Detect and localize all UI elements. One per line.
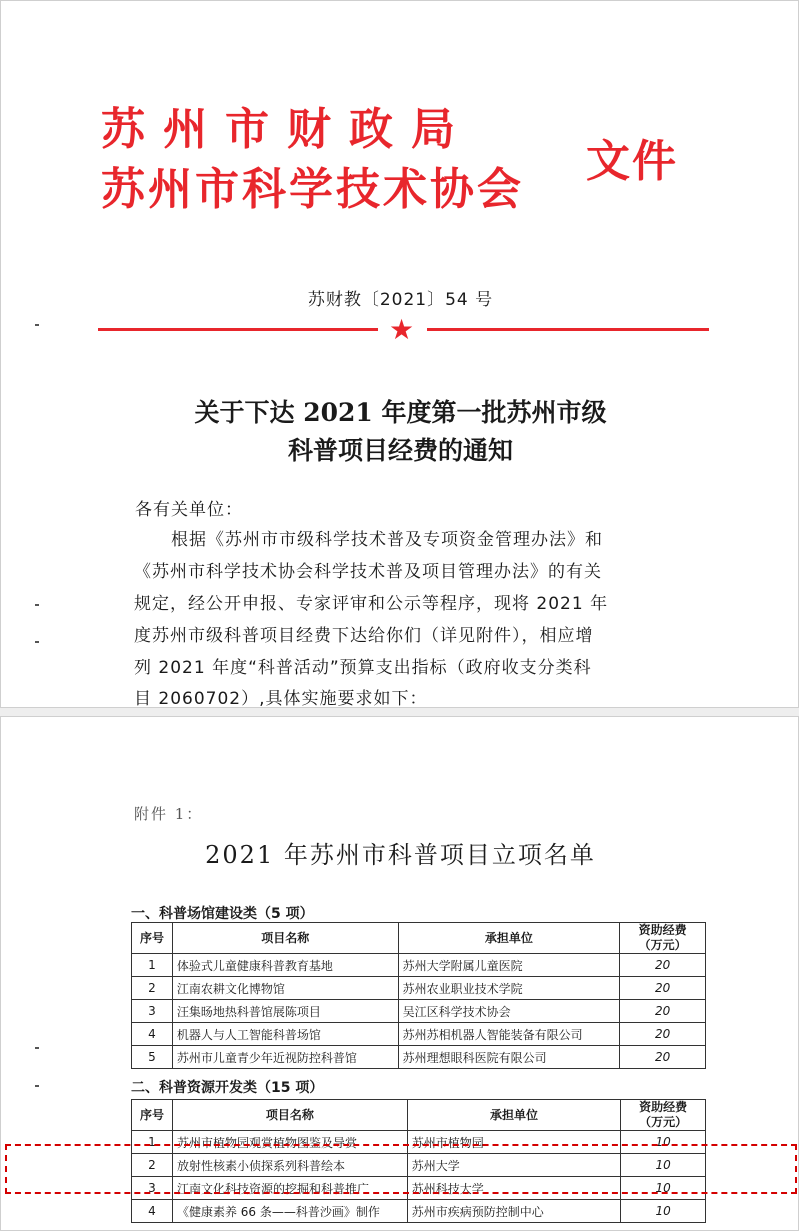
row-project-name: 汪集旸地热科普馆展陈项目 xyxy=(172,1000,398,1023)
notice-title-line2: 科普项目经费的通知 xyxy=(287,436,513,465)
issuer-science-association: 苏州市科学技术协会 xyxy=(101,164,524,215)
row-project-name: 江南农耕文化博物馆 xyxy=(172,977,398,1000)
row-index: 1 xyxy=(132,1131,173,1154)
body-line: 根据《苏州市市级科学技术普及专项资金管理办法》和 xyxy=(171,530,603,550)
attachment-page xyxy=(0,716,799,1231)
attachment-title: 2021 年苏州市科普项目立项名单 xyxy=(205,841,596,869)
document-number: 苏财教〔2021〕54 号 xyxy=(307,290,494,310)
section-title: 一、科普场馆建设类（5 项） xyxy=(131,906,314,922)
row-index: 4 xyxy=(132,1200,173,1223)
header-index: 序号 xyxy=(132,923,173,954)
table-row xyxy=(132,1023,706,1046)
body-line: 目 2060702）,具体实施要求如下： xyxy=(134,689,428,708)
row-project-name: 体验式儿童健康科普教育基地 xyxy=(172,954,398,977)
table-header-row xyxy=(132,923,706,954)
row-project-name: 机器人与人工智能科普场馆 xyxy=(172,1023,398,1046)
table-row xyxy=(132,954,706,977)
header-funding-line1: 资助经费 xyxy=(639,1100,688,1114)
body-line: 列 2021 年度“科普活动”预算支出指标（政府收支分类科 xyxy=(134,658,592,678)
row-funding: 20 xyxy=(620,1000,706,1023)
header-name: 项目名称 xyxy=(172,1100,407,1131)
header-org: 承担单位 xyxy=(407,1100,620,1131)
red-divider-right xyxy=(427,328,709,331)
header-funding xyxy=(620,923,706,954)
row-index: 5 xyxy=(132,1046,173,1069)
table-row xyxy=(132,977,706,1000)
body-line: 《苏州市科学技术协会科学技术普及项目管理办法》的有关 xyxy=(134,562,602,582)
row-organization: 苏州市植物园 xyxy=(407,1131,620,1154)
row-organization: 苏州市疾病预防控制中心 xyxy=(407,1200,620,1223)
binding-mark xyxy=(35,604,39,606)
row-funding: 20 xyxy=(620,977,706,1000)
binding-mark xyxy=(35,1047,39,1049)
binding-mark xyxy=(35,641,39,643)
row-organization: 苏州理想眼科医院有限公司 xyxy=(398,1046,620,1069)
table-header-row xyxy=(132,1100,706,1131)
row-funding: 10 xyxy=(621,1200,706,1223)
document-label: 文件 xyxy=(586,136,678,187)
row-funding: 20 xyxy=(620,954,706,977)
header-funding-line2: （万元） xyxy=(638,938,687,952)
row-organization: 苏州农业职业技术学院 xyxy=(398,977,620,1000)
header-funding xyxy=(621,1100,706,1131)
star-icon: ★ xyxy=(389,313,415,346)
table-row xyxy=(132,1046,706,1069)
header-funding-line1: 资助经费 xyxy=(638,923,687,937)
row-funding: 20 xyxy=(620,1023,706,1046)
table-row xyxy=(132,1200,706,1223)
row-funding: 20 xyxy=(620,1046,706,1069)
row-organization: 苏州科技大学 xyxy=(407,1177,620,1200)
section-title: 二、科普资源开发类（15 项） xyxy=(131,1080,324,1096)
row-funding: 10 xyxy=(621,1154,706,1177)
highlight-box xyxy=(5,1144,797,1194)
row-organization: 苏州大学附属儿童医院 xyxy=(398,954,620,977)
row-project-name: 放射性核素小侦探系列科普绘本 xyxy=(172,1154,407,1177)
row-organization: 苏州大学 xyxy=(407,1154,620,1177)
row-project-name: 《健康素养 66 条——科普沙画》制作 xyxy=(172,1200,407,1223)
row-project-name: 苏州市植物园观赏植物图鉴及导赏 xyxy=(172,1131,407,1154)
venue-projects-table xyxy=(131,922,706,1069)
header-index: 序号 xyxy=(132,1100,173,1131)
red-divider-left xyxy=(98,328,378,331)
row-index: 3 xyxy=(132,1177,173,1200)
row-funding: 10 xyxy=(621,1131,706,1154)
notice-title-line1: 关于下达 2021 年度第一批苏州市级 xyxy=(194,398,607,427)
salutation: 各有关单位： xyxy=(135,500,243,520)
issuer-finance-bureau: 苏州市财政局 xyxy=(101,104,473,155)
body-line: 度苏州市级科普项目经费下达给你们（详见附件），相应增 xyxy=(134,626,594,646)
row-project-name: 江南文化科技资源的挖掘和科普推广 xyxy=(172,1177,407,1200)
header-name: 项目名称 xyxy=(172,923,398,954)
binding-mark xyxy=(35,1085,39,1087)
row-index: 1 xyxy=(132,954,173,977)
attachment-label: 附件 1： xyxy=(134,805,204,823)
row-index: 2 xyxy=(132,1154,173,1177)
row-project-name: 苏州市儿童青少年近视防控科普馆 xyxy=(172,1046,398,1069)
table-row xyxy=(132,1000,706,1023)
header-funding-line2: （万元） xyxy=(639,1115,688,1129)
row-organization: 吴江区科学技术协会 xyxy=(398,1000,620,1023)
row-funding: 10 xyxy=(621,1177,706,1200)
header-org: 承担单位 xyxy=(398,923,620,954)
binding-mark xyxy=(35,324,39,326)
body-line: 规定，经公开申报、专家评审和公示等程序，现将 2021 年 xyxy=(134,594,609,614)
row-organization: 苏州苏相机器人智能装备有限公司 xyxy=(398,1023,620,1046)
row-index: 4 xyxy=(132,1023,173,1046)
row-index: 3 xyxy=(132,1000,173,1023)
row-index: 2 xyxy=(132,977,173,1000)
